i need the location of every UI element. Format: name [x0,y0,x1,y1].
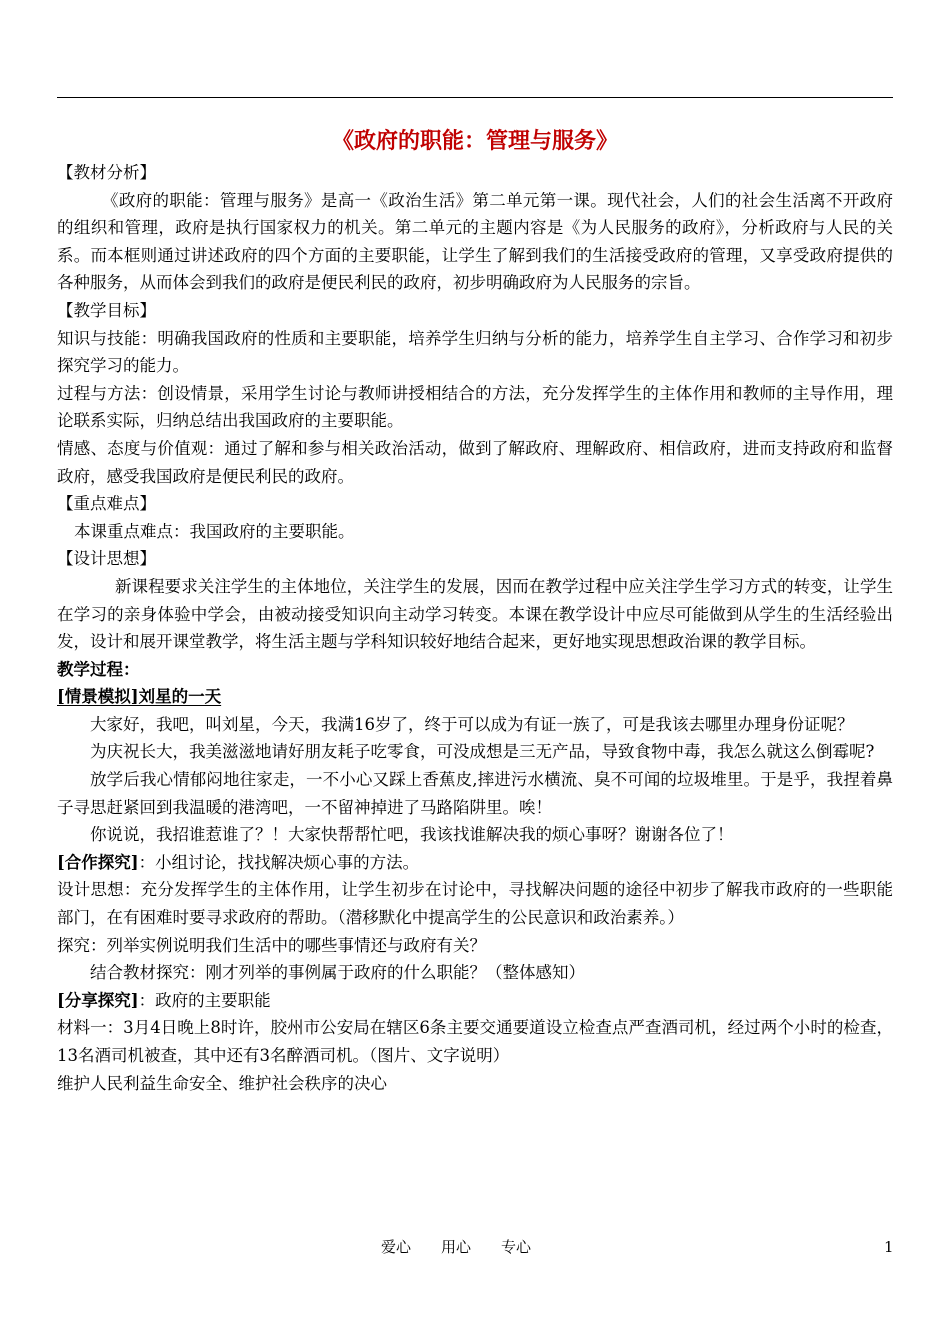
share-tag: [分享探究] [57,990,139,1010]
material-1-paragraph: 材料一：3月4日晚上8时许，胶州市公安局在辖区6条主要交通要道设立检查点严查酒司机，经过两个小时的检查，13名酒司机被查，其中还有3名醉酒司机。（图片、文字说明） [57,1018,893,1065]
section-heading-key: 【重点难点】 [57,494,156,514]
combine-line: 结合教材探究：刚才列举的事例属于政府的什么职能？（整体感知） [90,963,585,983]
goal-emotion: 情感、态度与价值观：通过了解和参与相关政治活动，做到了解政府、理解政府、相信政府，进而支持政府和监督政府，感受我国政府是便民利民的政府。 [57,438,893,486]
coop-design-paragraph: 设计思想：充分发挥学生的主体作用，让学生初步在讨论中，寻找解决问题的途径中初步了解我市政府的一些职能部门，在有困难时要寻求政府的帮助。（潜移默化中提高学生的公民意识和政治素养。） [57,880,893,928]
section-heading-analysis: 【教材分析】 [57,163,156,182]
page-number: 1 [884,1238,894,1256]
share-text: ：政府的主要职能 [138,990,271,1010]
scene-paragraph-4: 你说说，我招谁惹谁了？！大家快帮帮忙吧，我该找谁解决我的烦心事呀？谢谢各位了！ [90,825,734,845]
process-heading: 教学过程： [57,659,140,679]
share-line [57,987,893,1015]
scene-paragraph-2: 为庆祝长大，我美滋滋地请好朋友耗子吃零食，可没成想是三无产品，导致食物中毒，我怎么就这么倒霉呢? [90,742,875,762]
coop-line [57,849,893,877]
goal-process: 过程与方法：创设情景，采用学生讨论与教师讲授相结合的方法，充分发挥学生的主体作用和教师的主导作用，理论联系实际，归纳总结出我国政府的主要职能。 [57,383,893,431]
explore-line: 探究：列举实例说明我们生活中的哪些事情还与政府有关？ [57,935,486,955]
coop-tag: [合作探究] [57,852,139,872]
scene-paragraph-1: 大家好，我吧，叫刘星，今天，我满16岁了，终于可以成为有证一族了，可是我该去哪里办理身份证呢？ [90,714,854,734]
scene-paragraph-3: 放学后我心情郁闷地往家走，一不小心又踩上香蕉皮,摔进污水横流、臭不可闻的垃圾堆里。于是乎，我捏着鼻子寻思赶紧回到我温暖的港湾吧，一不留神掉进了马路陷阱里。唉！ [57,770,893,817]
design-paragraph: 新课程要求关注学生的主体地位，关注学生的发展，因而在教学过程中应关注学生学习方式的转变，让学生在学习的亲身体验中学会，由被动接受知识向主动学习转变。本课在教学设计中应尽可能做到从学生的生活经验出发，设计和展开课堂教学，将生活主题与学科知识较好地结合起来，更好地实现思想政治课的教学目标。 [57,576,893,652]
footer-motto [381,1235,561,1259]
coop-text: ：小组讨论，找找解决烦心事的方法。 [138,852,420,872]
header-rule [57,97,893,98]
material-1-note: 维护人民利益生命安全、维护社会秩序的决心 [57,1073,387,1093]
goal-knowledge: 知识与技能：明确我国政府的性质和主要职能，培养学生归纳与分析的能力，培养学生自主学习、合作学习和初步探究学习的能力。 [57,328,893,376]
motto-focus: 专心 [501,1238,532,1256]
section-heading-goals: 【教学目标】 [57,300,156,320]
motto-love: 爱心 [381,1238,412,1256]
document-title: 《政府的职能：管理与服务》 [331,128,618,154]
motto-care: 用心 [441,1238,472,1256]
key-paragraph: 本课重点难点：我国政府的主要职能。 [74,521,355,541]
scene-heading: [情景模拟]刘星的一天 [57,687,222,707]
analysis-paragraph: 《政府的职能：管理与服务》是高一《政治生活》第二单元第一课。现代社会，人们的社会生活离不开政府的组织和管理，政府是执行国家权力的机关。第二单元的主题内容是《为人民服务的政府》，分析政府与人民的关系。而本框则通过讲述政府的四个方面的主要职能，让学生了解到我们的生活接受政府的管理，又享受政府提供的各种服务，从而体会到我们的政府是便民利民的政府，初步明确政府为人民服务的宗旨。 [57,190,893,293]
section-heading-design: 【设计思想】 [57,549,156,569]
document-body [57,123,893,1097]
page-footer [0,1235,950,1259]
